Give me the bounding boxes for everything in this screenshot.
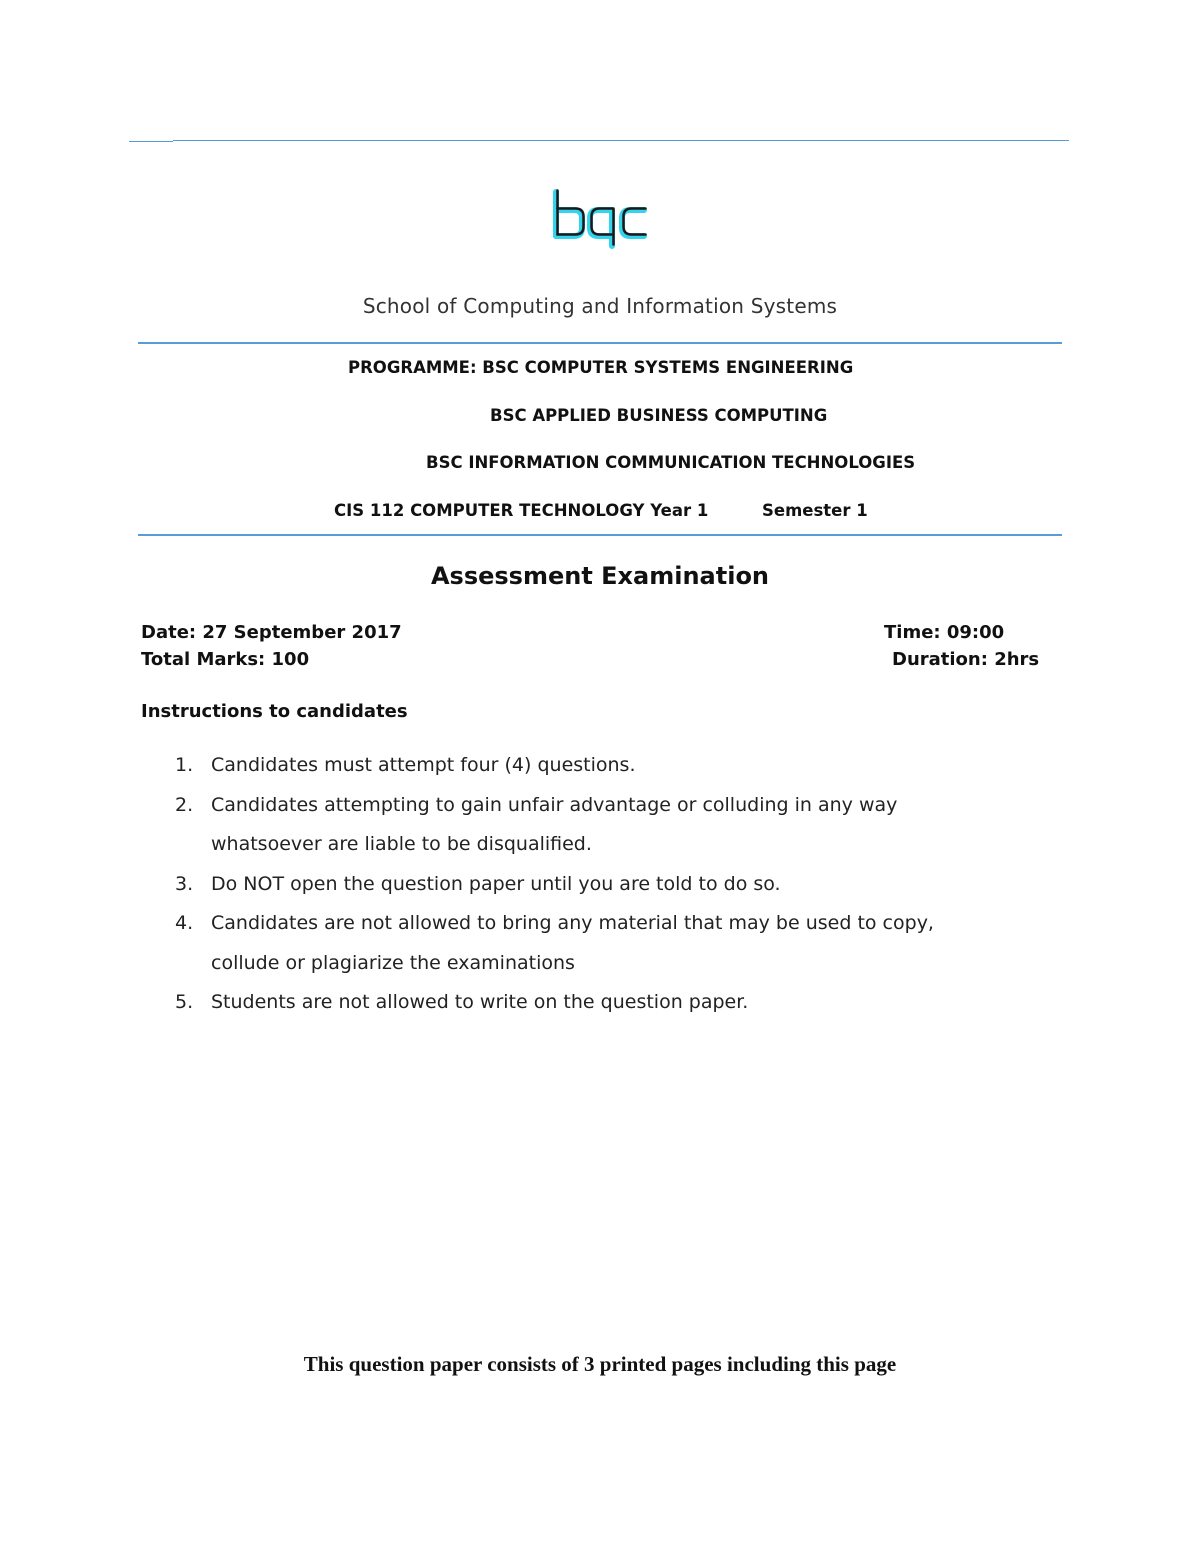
list-item-number: 1. xyxy=(175,754,194,776)
exam-time: Time: 09:00 xyxy=(884,622,1005,643)
exam-title: Assessment Examination xyxy=(430,562,770,590)
exam-date: Date: 27 September 2017 xyxy=(141,622,402,643)
exam-duration: Duration: 2hrs xyxy=(892,649,1040,670)
list-item: Candidates must attempt four (4) questions. xyxy=(211,754,636,776)
semester: Semester 1 xyxy=(762,501,868,520)
list-item-number: 3. xyxy=(175,873,194,895)
list-item-continuation: collude or plagiarize the examinations xyxy=(211,952,575,974)
bqc-logo xyxy=(540,180,660,250)
list-item: Students are not allowed to write on the question paper. xyxy=(211,991,749,1013)
list-item: Do NOT open the question paper until you are told to do so. xyxy=(211,873,781,895)
list-item-number: 5. xyxy=(175,991,194,1013)
programme-line-2: BSC APPLIED BUSINESS COMPUTING xyxy=(490,406,828,425)
programme-line-3: BSC INFORMATION COMMUNICATION TECHNOLOGIES xyxy=(426,453,916,472)
course-title: CIS 112 COMPUTER TECHNOLOGY Year 1 xyxy=(334,501,709,520)
list-item: Candidates attempting to gain unfair advantage or colluding in any way xyxy=(211,794,898,816)
list-item-number: 2. xyxy=(175,794,194,816)
top-rule xyxy=(173,140,1069,141)
header-rule-top xyxy=(138,342,1062,344)
header-rule-bottom xyxy=(138,534,1062,536)
school-name: School of Computing and Information Systems xyxy=(362,294,838,318)
top-rule-short xyxy=(129,141,173,142)
instructions-heading: Instructions to candidates xyxy=(141,701,408,722)
list-item: Candidates are not allowed to bring any material that may be used to copy, xyxy=(211,912,934,934)
list-item-continuation: whatsoever are liable to be disqualified. xyxy=(211,833,592,855)
total-marks: Total Marks: 100 xyxy=(141,649,310,670)
page-count-note: This question paper consists of 3 printed pages including this page xyxy=(303,1352,897,1376)
programme-line-1: PROGRAMME: BSC COMPUTER SYSTEMS ENGINEERING xyxy=(348,358,854,377)
list-item-number: 4. xyxy=(175,912,194,934)
